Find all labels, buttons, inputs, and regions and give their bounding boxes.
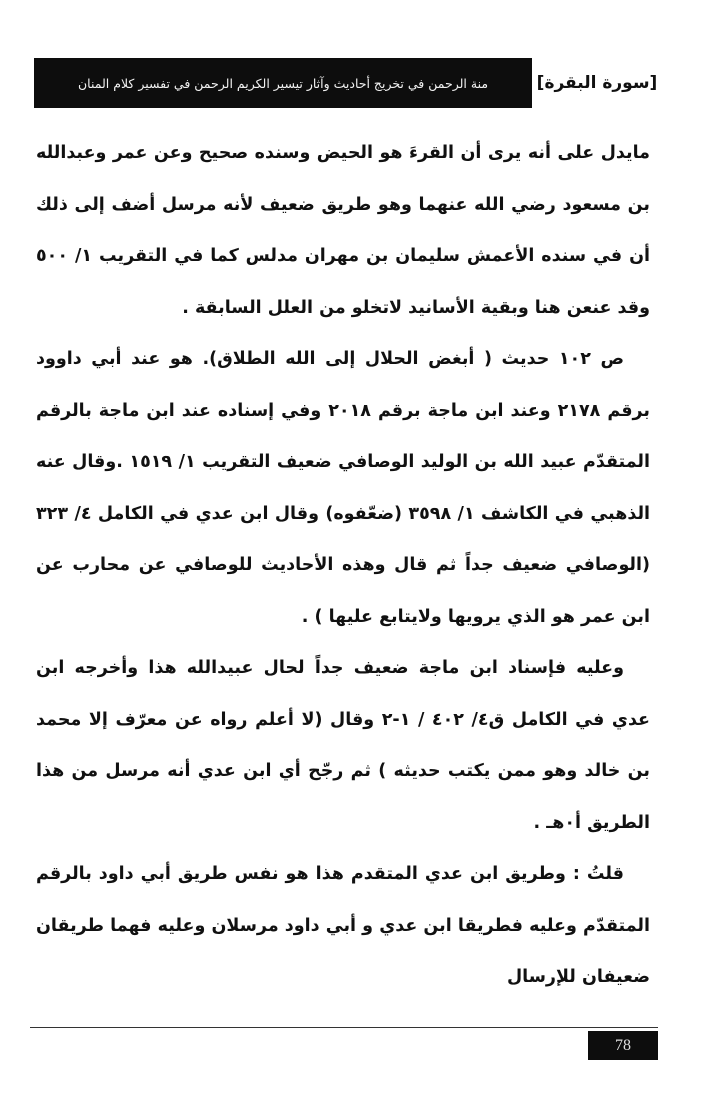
book-title: منة الرحمن في تخريج أحاديث وآثار تيسير الكريم الرحمن في تفسير كلام المنان [77, 75, 489, 91]
surah-label: [سورة البقرة] [536, 73, 658, 93]
paragraph: ص ١٠٢ حديث ( أبغض الحلال إلى الله الطلاق). هو عند أبي داوود برقم ٢١٧٨ وعند ابن ماجة برقم ٢٠١٨ وفي إسناده عند ابن ماجة بالرقم المتقدّم عبيد الله بن الوليد الوصافي ضعيف التقريب ١/ ١٥١٩ .وقال عنه الذهبي في الكاشف ١/ ٣٥٩٨ (ضعّفوه) وقال ابن عدي في الكامل ٤/ ٣٢٣ (الوصافي ضعيف جداً ثم قال وهذه الأحاديث للوصافي عن محارب عن ابن عمر هو الذي يرويها ولايتابع عليها ) . [36, 349, 651, 627]
body-text [36, 128, 650, 1004]
paragraph: وعليه فإسناد ابن ماجة ضعيف جداً لحال عبيدالله هذا وأخرجه ابن عدي في الكامل ق٤/ ٤٠٢ / ١-٢ وقال (لا أعلم رواه عن معرّف إلا محمد بن خالد وهو ممن يكتب حديثه ) ثم رجّح أي ابن عدي أنه مرسل من هذا الطريق أ٠هـ . [36, 658, 651, 833]
paragraph: قلتُ : وطريق ابن عدي المتقدم هذا هو نفس طريق أبي داود بالرقم المتقدّم وعليه فطريقا ابن عدي و أبي داود مرسلان وعليه فهما طريقان ضعيفان للإرسال [36, 864, 650, 987]
footer-divider [30, 1027, 658, 1028]
page-header [34, 58, 658, 108]
paragraph: مايدل على أنه يرى أن القرءَ هو الحيض وسنده صحيح وعن عمر وعبدالله بن مسعود رضي الله عنهما وهو طريق ضعيف لأنه مرسل أضف إلى ذلك أن في سنده الأعمش سليمان بن مهران مدلس كما في التقريب ١/ ٥٠٠ وقد عنعن هنا وبقية الأسانيد لاتخلو من العلل السابقة . [36, 143, 651, 318]
book-title-banner [34, 58, 532, 108]
page-number: 78 [588, 1031, 658, 1060]
